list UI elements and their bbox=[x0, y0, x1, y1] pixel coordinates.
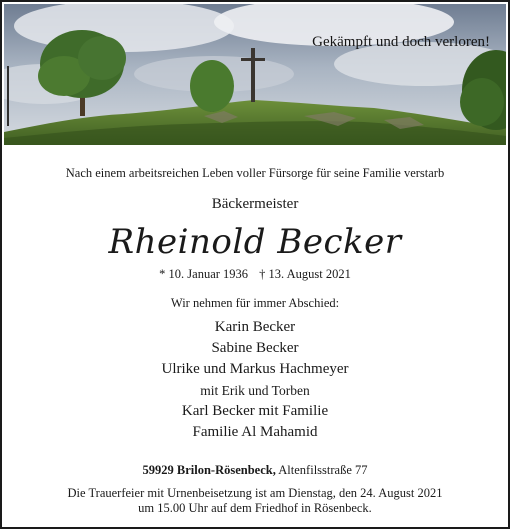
profession-title: Bäckermeister bbox=[211, 196, 299, 212]
funeral-ceremony-info bbox=[2, 486, 508, 516]
tree-middle bbox=[190, 60, 234, 112]
birth-date: * 10. Januar 1936 bbox=[159, 267, 249, 281]
mourner-name: mit Erik und Torben bbox=[200, 383, 310, 398]
header-photo-hill-with-cross bbox=[4, 4, 506, 145]
ceremony-line: um 15.00 Uhr auf dem Friedhof in Rösenbeck. bbox=[138, 501, 372, 515]
intro-text: Nach einem arbeitsreichen Leben voller Fürsorge für seine Familie verstarb bbox=[65, 166, 445, 180]
ceremony-line: Die Trauerfeier mit Urnenbeisetzung ist am Dienstag, den 24. August 2021 bbox=[67, 486, 443, 500]
mourner-name: Familie Al Mahamid bbox=[192, 424, 318, 440]
pole bbox=[7, 66, 9, 126]
address-street: Altenfilsstraße 77 bbox=[278, 463, 368, 477]
mourner-name: Sabine Becker bbox=[211, 340, 299, 356]
life-dates bbox=[2, 267, 508, 282]
header-motto: Gekämpft und doch verloren! bbox=[312, 34, 490, 50]
mourner-name: Ulrike und Markus Hachmeyer bbox=[161, 361, 349, 377]
address-place: 59929 Brilon-Rösenbeck, bbox=[142, 463, 276, 477]
farewell-line: Wir nehmen für immer Abschied: bbox=[170, 296, 340, 310]
death-date: † 13. August 2021 bbox=[259, 267, 351, 281]
mourner-name: Karin Becker bbox=[214, 319, 296, 335]
mourner-name: Karl Becker mit Familie bbox=[181, 403, 329, 419]
family-address bbox=[2, 463, 508, 478]
landscape-illustration bbox=[4, 4, 506, 145]
deceased-name: Rheinold Becker bbox=[108, 222, 402, 262]
mourners-list bbox=[2, 317, 508, 443]
